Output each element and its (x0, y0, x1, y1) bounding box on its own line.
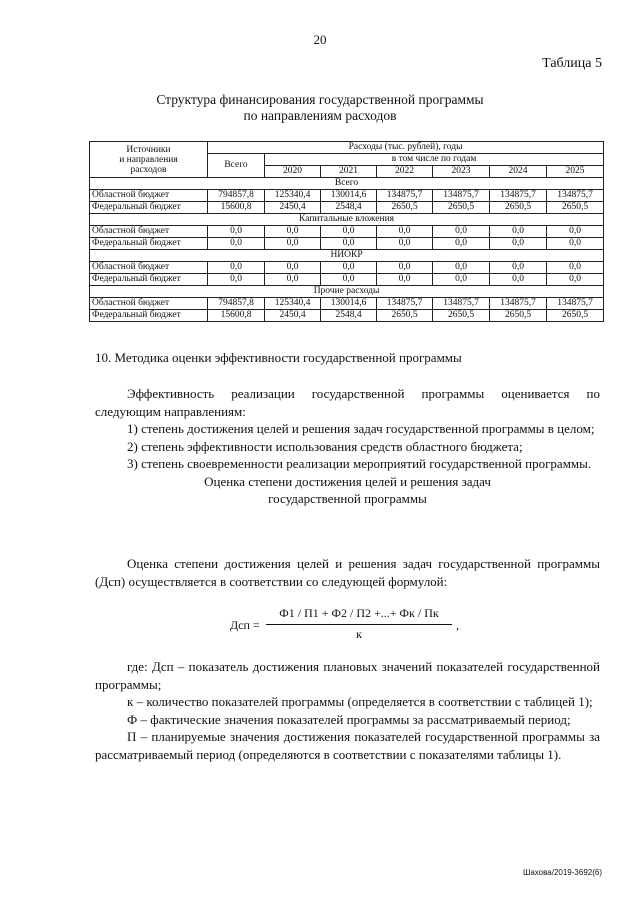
header-year: 2022 (377, 166, 433, 178)
row-total: 15600,8 (208, 310, 265, 322)
row-source: Федеральный бюджет (90, 238, 208, 250)
row-year-value: 125340,4 (265, 298, 321, 310)
table-title (60, 92, 580, 124)
definition-dsp: где: Дсп – показатель достижения плановых значений показателей государственной программы; (95, 659, 600, 692)
header-year: 2024 (490, 166, 547, 178)
section-row (90, 250, 604, 262)
table-row (90, 310, 604, 322)
row-year-value: 2450,4 (265, 202, 321, 214)
row-year-value: 134875,7 (377, 298, 433, 310)
row-year-value: 134875,7 (490, 190, 547, 202)
page-number: 20 (313, 32, 327, 47)
row-source: Федеральный бюджет (90, 202, 208, 214)
row-year-value: 2650,5 (547, 310, 604, 322)
row-year-value: 0,0 (265, 226, 321, 238)
header-year: 2023 (433, 166, 490, 178)
row-year-value: 0,0 (321, 274, 377, 286)
row-source: Федеральный бюджет (90, 274, 208, 286)
section-row (90, 214, 604, 226)
row-year-value: 2450,4 (265, 310, 321, 322)
text-block-definitions (95, 658, 600, 763)
row-year-value: 134875,7 (377, 190, 433, 202)
list-item-3: 3) степень своевременности реализации мероприятий государственной программы. (127, 456, 592, 471)
row-year-value: 2548,4 (321, 310, 377, 322)
row-year-value: 0,0 (377, 226, 433, 238)
table-row (90, 190, 604, 202)
paragraph-efficiency: Эффективность реализации государственной программы оценивается по следующим направлениям: (95, 386, 600, 419)
table-label: Таблица 5 (542, 56, 602, 71)
definition-k: к – количество показателей программы (определяется в соответствии с таблицей 1); (127, 694, 593, 709)
row-year-value: 0,0 (547, 274, 604, 286)
row-year-value: 2650,5 (547, 202, 604, 214)
row-year-value: 2650,5 (377, 310, 433, 322)
row-total: 794857,8 (208, 190, 265, 202)
row-year-value: 0,0 (377, 262, 433, 274)
row-year-value: 0,0 (433, 274, 490, 286)
header-year: 2025 (547, 166, 604, 178)
table-body (90, 178, 604, 322)
subheading-line2: государственной программы (268, 491, 427, 506)
header-sources: Источники и направления расходов (90, 142, 208, 178)
table-row (90, 202, 604, 214)
list-item-1: 1) степень достижения целей и решения задач государственной программы в целом; (127, 421, 595, 436)
row-year-value: 0,0 (433, 262, 490, 274)
row-total: 794857,8 (208, 298, 265, 310)
formula-numerator: Ф1 / П1 + Ф2 / П2 +...+ Фк / Пк (279, 606, 439, 620)
section-title: Всего (90, 178, 604, 190)
row-total: 15600,8 (208, 202, 265, 214)
row-year-value: 0,0 (433, 238, 490, 250)
row-year-value: 0,0 (433, 226, 490, 238)
formula-fraction-bar (266, 624, 452, 625)
section-title: Прочие расходы (90, 286, 604, 298)
table-row (90, 274, 604, 286)
header-year: 2021 (321, 166, 377, 178)
row-year-value: 2548,4 (321, 202, 377, 214)
table-title-line2: по направлениям расходов (243, 108, 397, 123)
row-year-value: 0,0 (490, 262, 547, 274)
row-year-value: 0,0 (547, 238, 604, 250)
row-year-value: 134875,7 (433, 298, 490, 310)
row-year-value: 134875,7 (433, 190, 490, 202)
table-row (90, 262, 604, 274)
row-year-value: 0,0 (547, 226, 604, 238)
header-total: Всего (208, 154, 265, 178)
section-row (90, 178, 604, 190)
row-total: 0,0 (208, 238, 265, 250)
row-year-value: 134875,7 (490, 298, 547, 310)
section-row (90, 286, 604, 298)
subheading-line1: Оценка степени достижения целей и решения задач (204, 473, 491, 489)
header-year: 2020 (265, 166, 321, 178)
formula-comma: , (456, 618, 459, 632)
row-year-value: 130014,6 (321, 298, 377, 310)
financing-table (89, 141, 604, 322)
table-row (90, 238, 604, 250)
row-year-value: 0,0 (321, 226, 377, 238)
formula (230, 606, 470, 646)
formula-lhs: Дсп = (230, 618, 260, 632)
row-total: 0,0 (208, 262, 265, 274)
table-row (90, 226, 604, 238)
row-total: 0,0 (208, 226, 265, 238)
row-year-value: 130014,6 (321, 190, 377, 202)
row-year-value: 0,0 (490, 238, 547, 250)
row-year-value: 2650,5 (377, 202, 433, 214)
row-year-value: 2650,5 (490, 202, 547, 214)
row-year-value: 125340,4 (265, 190, 321, 202)
table-row (90, 298, 604, 310)
row-year-value: 2650,5 (490, 310, 547, 322)
section-title: НИОКР (90, 250, 604, 262)
table-title-line1: Структура финансирования государственной программы (156, 92, 484, 107)
row-year-value: 2650,5 (433, 202, 490, 214)
header-by-years: в том числе по годам (265, 154, 604, 166)
row-year-value: 2650,5 (433, 310, 490, 322)
row-source: Областной бюджет (90, 190, 208, 202)
list-item-2: 2) степень эффективности использования средств областного бюджета; (127, 438, 523, 454)
row-total: 0,0 (208, 274, 265, 286)
formula-denominator: к (356, 627, 362, 641)
row-year-value: 0,0 (547, 262, 604, 274)
row-source: Областной бюджет (90, 298, 208, 310)
row-year-value: 0,0 (377, 238, 433, 250)
row-year-value: 134875,7 (547, 298, 604, 310)
section-title: Капитальные вложения (90, 214, 604, 226)
row-year-value: 0,0 (265, 274, 321, 286)
definition-p: П – планируемые значения достижения показателей государственной программы за рассматриваемый период (определяются в соответствии с показателями таблицы 1). (95, 729, 600, 762)
row-year-value: 0,0 (490, 226, 547, 238)
row-source: Федеральный бюджет (90, 310, 208, 322)
row-year-value: 134875,7 (547, 190, 604, 202)
paragraph-formula-intro: Оценка степени достижения целей и решения задач государственной программы (Дсп) осуществляется в соответствии со следующей формулой: (95, 556, 600, 589)
row-year-value: 0,0 (265, 238, 321, 250)
row-year-value: 0,0 (321, 262, 377, 274)
document-signature: Шахова/2019-3692(6) (522, 868, 602, 877)
row-year-value: 0,0 (377, 274, 433, 286)
section-10-heading: 10. Методика оценки эффективности государственной программы (95, 350, 462, 365)
row-year-value: 0,0 (490, 274, 547, 286)
header-expenses-group: Расходы (тыс. рублей), годы (208, 142, 604, 154)
text-block-directions (95, 385, 600, 508)
row-year-value: 0,0 (265, 262, 321, 274)
row-year-value: 0,0 (321, 238, 377, 250)
text-block-formula-intro (95, 555, 600, 590)
definition-f: Ф – фактические значения показателей программы за рассматриваемый период; (127, 711, 571, 727)
row-source: Областной бюджет (90, 226, 208, 238)
row-source: Областной бюджет (90, 262, 208, 274)
